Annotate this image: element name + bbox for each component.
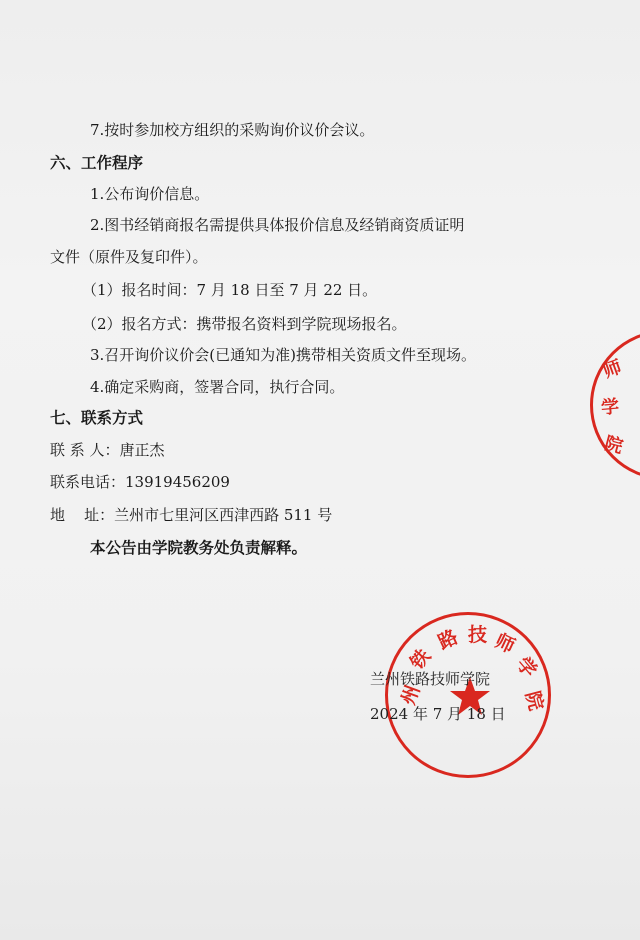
- closing-statement: 本公告由学院教务处负责解释。: [90, 539, 308, 557]
- side-seal-char: 院: [602, 432, 626, 458]
- signature-organization: 兰州铁路技师学院: [370, 670, 491, 688]
- doc-line-3: 1.公布询价信息。: [90, 185, 210, 203]
- section-heading-procedure: 六、工作程序: [50, 154, 144, 172]
- signature-date: 2024 年 7 月 18 日: [370, 705, 506, 723]
- contact-person: 联 系 人：唐正杰: [50, 441, 165, 459]
- doc-line-5: 文件（原件及复印件）。: [50, 248, 208, 266]
- doc-line-1: 7.按时参加校方组织的采购询价议价会议。: [90, 121, 375, 139]
- seal-char: 技: [468, 624, 488, 646]
- side-seal-char: 学: [600, 396, 621, 419]
- seal-char: 师: [491, 629, 519, 658]
- doc-line-9: 4.确定采购商，签署合同，执行合同。: [90, 378, 345, 396]
- seal-char: 铁: [406, 645, 436, 674]
- section-heading-contact: 七、联系方式: [50, 409, 144, 427]
- doc-line-4: 2.图书经销商报名需提供具体报价信息及经销商资质证明: [90, 216, 465, 234]
- seal-char: 州: [397, 682, 425, 708]
- side-seal-char: 师: [600, 356, 625, 383]
- contact-phone: 联系电话：13919456209: [50, 473, 230, 491]
- doc-line-7: （2）报名方式：携带报名资料到学院现场报名。: [82, 315, 407, 333]
- doc-line-8: 3.召开询价议价会(已通知为准)携带相关资质文件至现场。: [90, 346, 477, 364]
- official-seal-stamp: [385, 612, 551, 778]
- seal-char: 路: [434, 625, 462, 654]
- doc-line-6: （1）报名时间：7 月 18 日至 7 月 22 日。: [82, 281, 378, 299]
- side-seal-stamp: [590, 330, 640, 480]
- seal-char: 院: [520, 688, 548, 713]
- seal-char: 学: [511, 653, 541, 682]
- contact-address: 地 址：兰州市七里河区西津西路 511 号: [50, 506, 333, 524]
